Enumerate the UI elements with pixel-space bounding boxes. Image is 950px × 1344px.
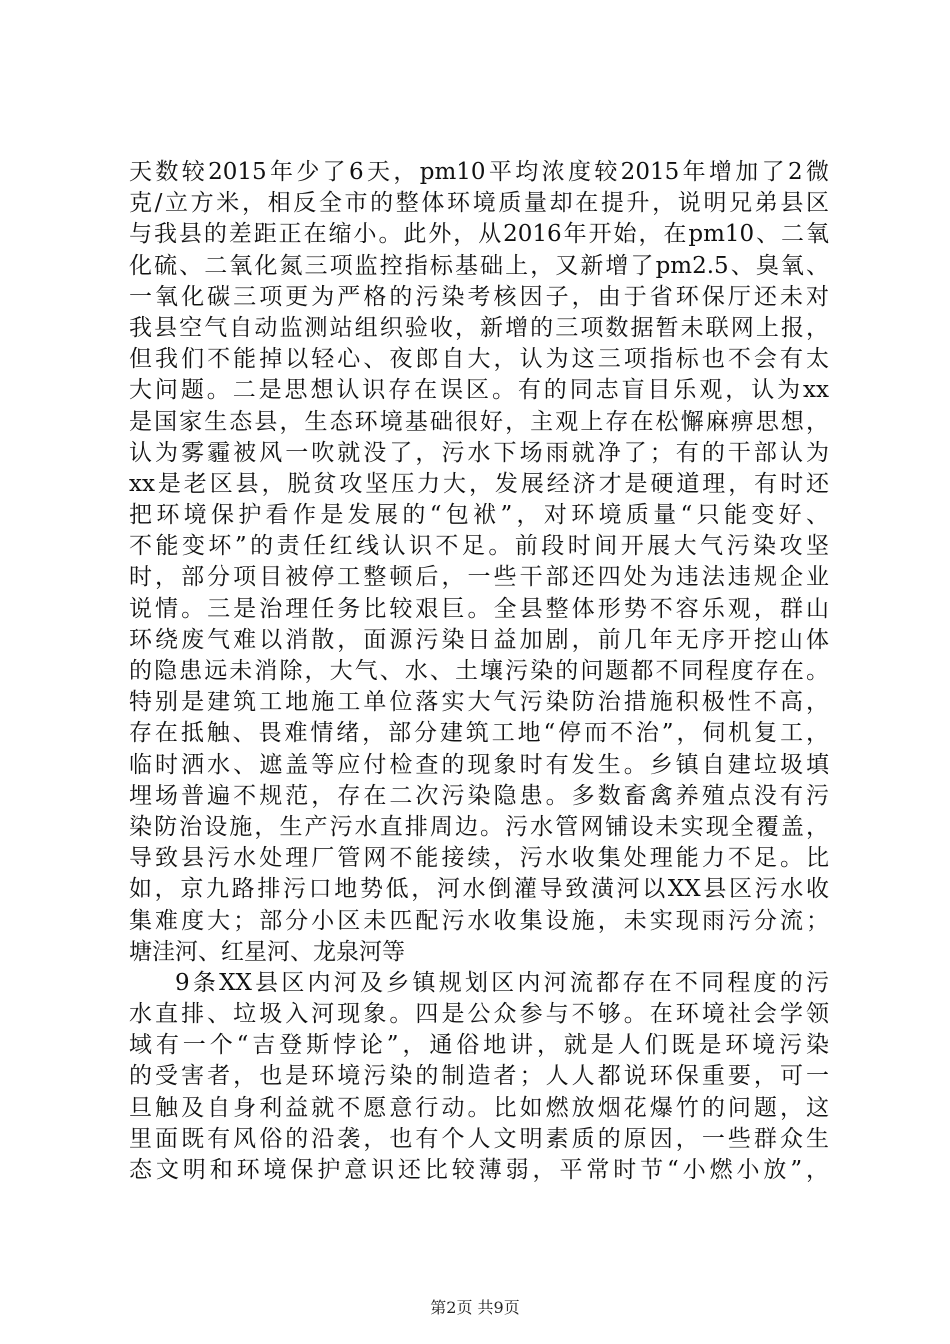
text-line: 集难度大；部分小区未匹配污水收集设施，未实现雨污分流； <box>129 907 829 934</box>
text-line: 时，部分项目被停工整顿后，一些干部还四处为违法违规企业 <box>129 564 829 591</box>
text-line: 存在抵触、畏难情绪，部分建筑工地“停而不治”，伺机复工， <box>129 720 829 747</box>
text-line: 如，京九路排污口地势低，河水倒灌导致潢河以XX县区污水收 <box>129 876 829 903</box>
text-line: 的受害者，也是环境污染的制造者；人人都说环保重要，可一 <box>129 1063 829 1090</box>
paragraph-2 <box>129 968 829 1186</box>
text-line: 的隐患远未消除，大气、水、土壤污染的问题都不同程度存在。 <box>129 658 829 684</box>
text-line: 化硫、二氧化氮三项监控指标基础上，又新增了pm2.5、臭氧、 <box>129 252 829 279</box>
text-line: 我县空气自动监测站组织验收，新增的三项数据暂未联网上报， <box>129 314 829 341</box>
text-line: 域有一个“吉登斯悖论”，通俗地讲，就是人们既是环境污染 <box>129 1032 829 1059</box>
text-line: 埋场普遍不规范，存在二次污染隐患。多数畜禽养殖点没有污 <box>129 782 829 809</box>
text-line: 环绕废气难以消散，面源污染日益加剧，前几年无序开挖山体 <box>129 626 829 653</box>
text-line: 大问题。二是思想认识存在误区。有的同志盲目乐观，认为xx <box>129 377 829 404</box>
text-line: 不能变坏”的责任红线认识不足。前段时间开展大气污染攻坚 <box>129 533 829 560</box>
text-line: 9条XX县区内河及乡镇规划区内河流都存在不同程度的污 <box>175 969 829 996</box>
text-line: 水直排、垃圾入河现象。四是公众参与不够。在环境社会学领 <box>129 1001 829 1028</box>
text-line: 导致县污水处理厂管网不能接续，污水收集处理能力不足。比 <box>129 845 829 872</box>
text-line: 旦触及自身利益就不愿意行动。比如燃放烟花爆竹的问题，这 <box>129 1094 829 1121</box>
text-line: 说情。三是治理任务比较艰巨。全县整体形势不容乐观，群山 <box>129 595 829 622</box>
text-line: 认为雾霾被风一吹就没了，污水下场雨就净了；有的干部认为 <box>129 439 829 466</box>
text-line: 天数较2015年少了6天，pm10平均浓度较2015年增加了2微 <box>129 159 829 185</box>
text-line: 是国家生态县，生态环境基础很好，主观上存在松懈麻痹思想， <box>129 408 829 435</box>
text-line: 一氧化碳三项更为严格的污染考核因子，由于省环保厅还未对 <box>129 283 829 310</box>
paragraph-1 <box>129 157 829 968</box>
text-line: 特别是建筑工地施工单位落实大气污染防治措施积极性不高， <box>129 689 829 716</box>
text-line: 把环境保护看作是发展的“包袱”，对环境质量“只能变好、 <box>129 502 829 529</box>
text-line: 染防治设施，生产污水直排周边。污水管网铺设未实现全覆盖， <box>129 813 829 840</box>
text-line: 但我们不能掉以轻心、夜郎自大，认为这三项指标也不会有太 <box>129 346 829 373</box>
text-line: 里面既有风俗的沿袭，也有个人文明素质的原因，一些群众生 <box>129 1125 829 1152</box>
page-number-footer: 第2页 共9页 <box>430 1298 520 1317</box>
text-line: xx是老区县，脱贫攻坚压力大，发展经济才是硬道理，有时还 <box>129 470 829 497</box>
text-line: 克/立方米，相反全市的整体环境质量却在提升，说明兄弟县区 <box>129 190 829 217</box>
document-body <box>129 157 829 1186</box>
text-line: 态文明和环境保护意识还比较薄弱，平常时节“小燃小放”， <box>129 1157 829 1183</box>
text-line: 与我县的差距正在缩小。此外，从2016年开始，在pm10、二氧 <box>129 221 829 248</box>
text-line: 临时洒水、遮盖等应付检查的现象时有发生。乡镇自建垃圾填 <box>129 751 829 778</box>
text-line: 塘洼河、红星河、龙泉河等 <box>129 938 405 965</box>
